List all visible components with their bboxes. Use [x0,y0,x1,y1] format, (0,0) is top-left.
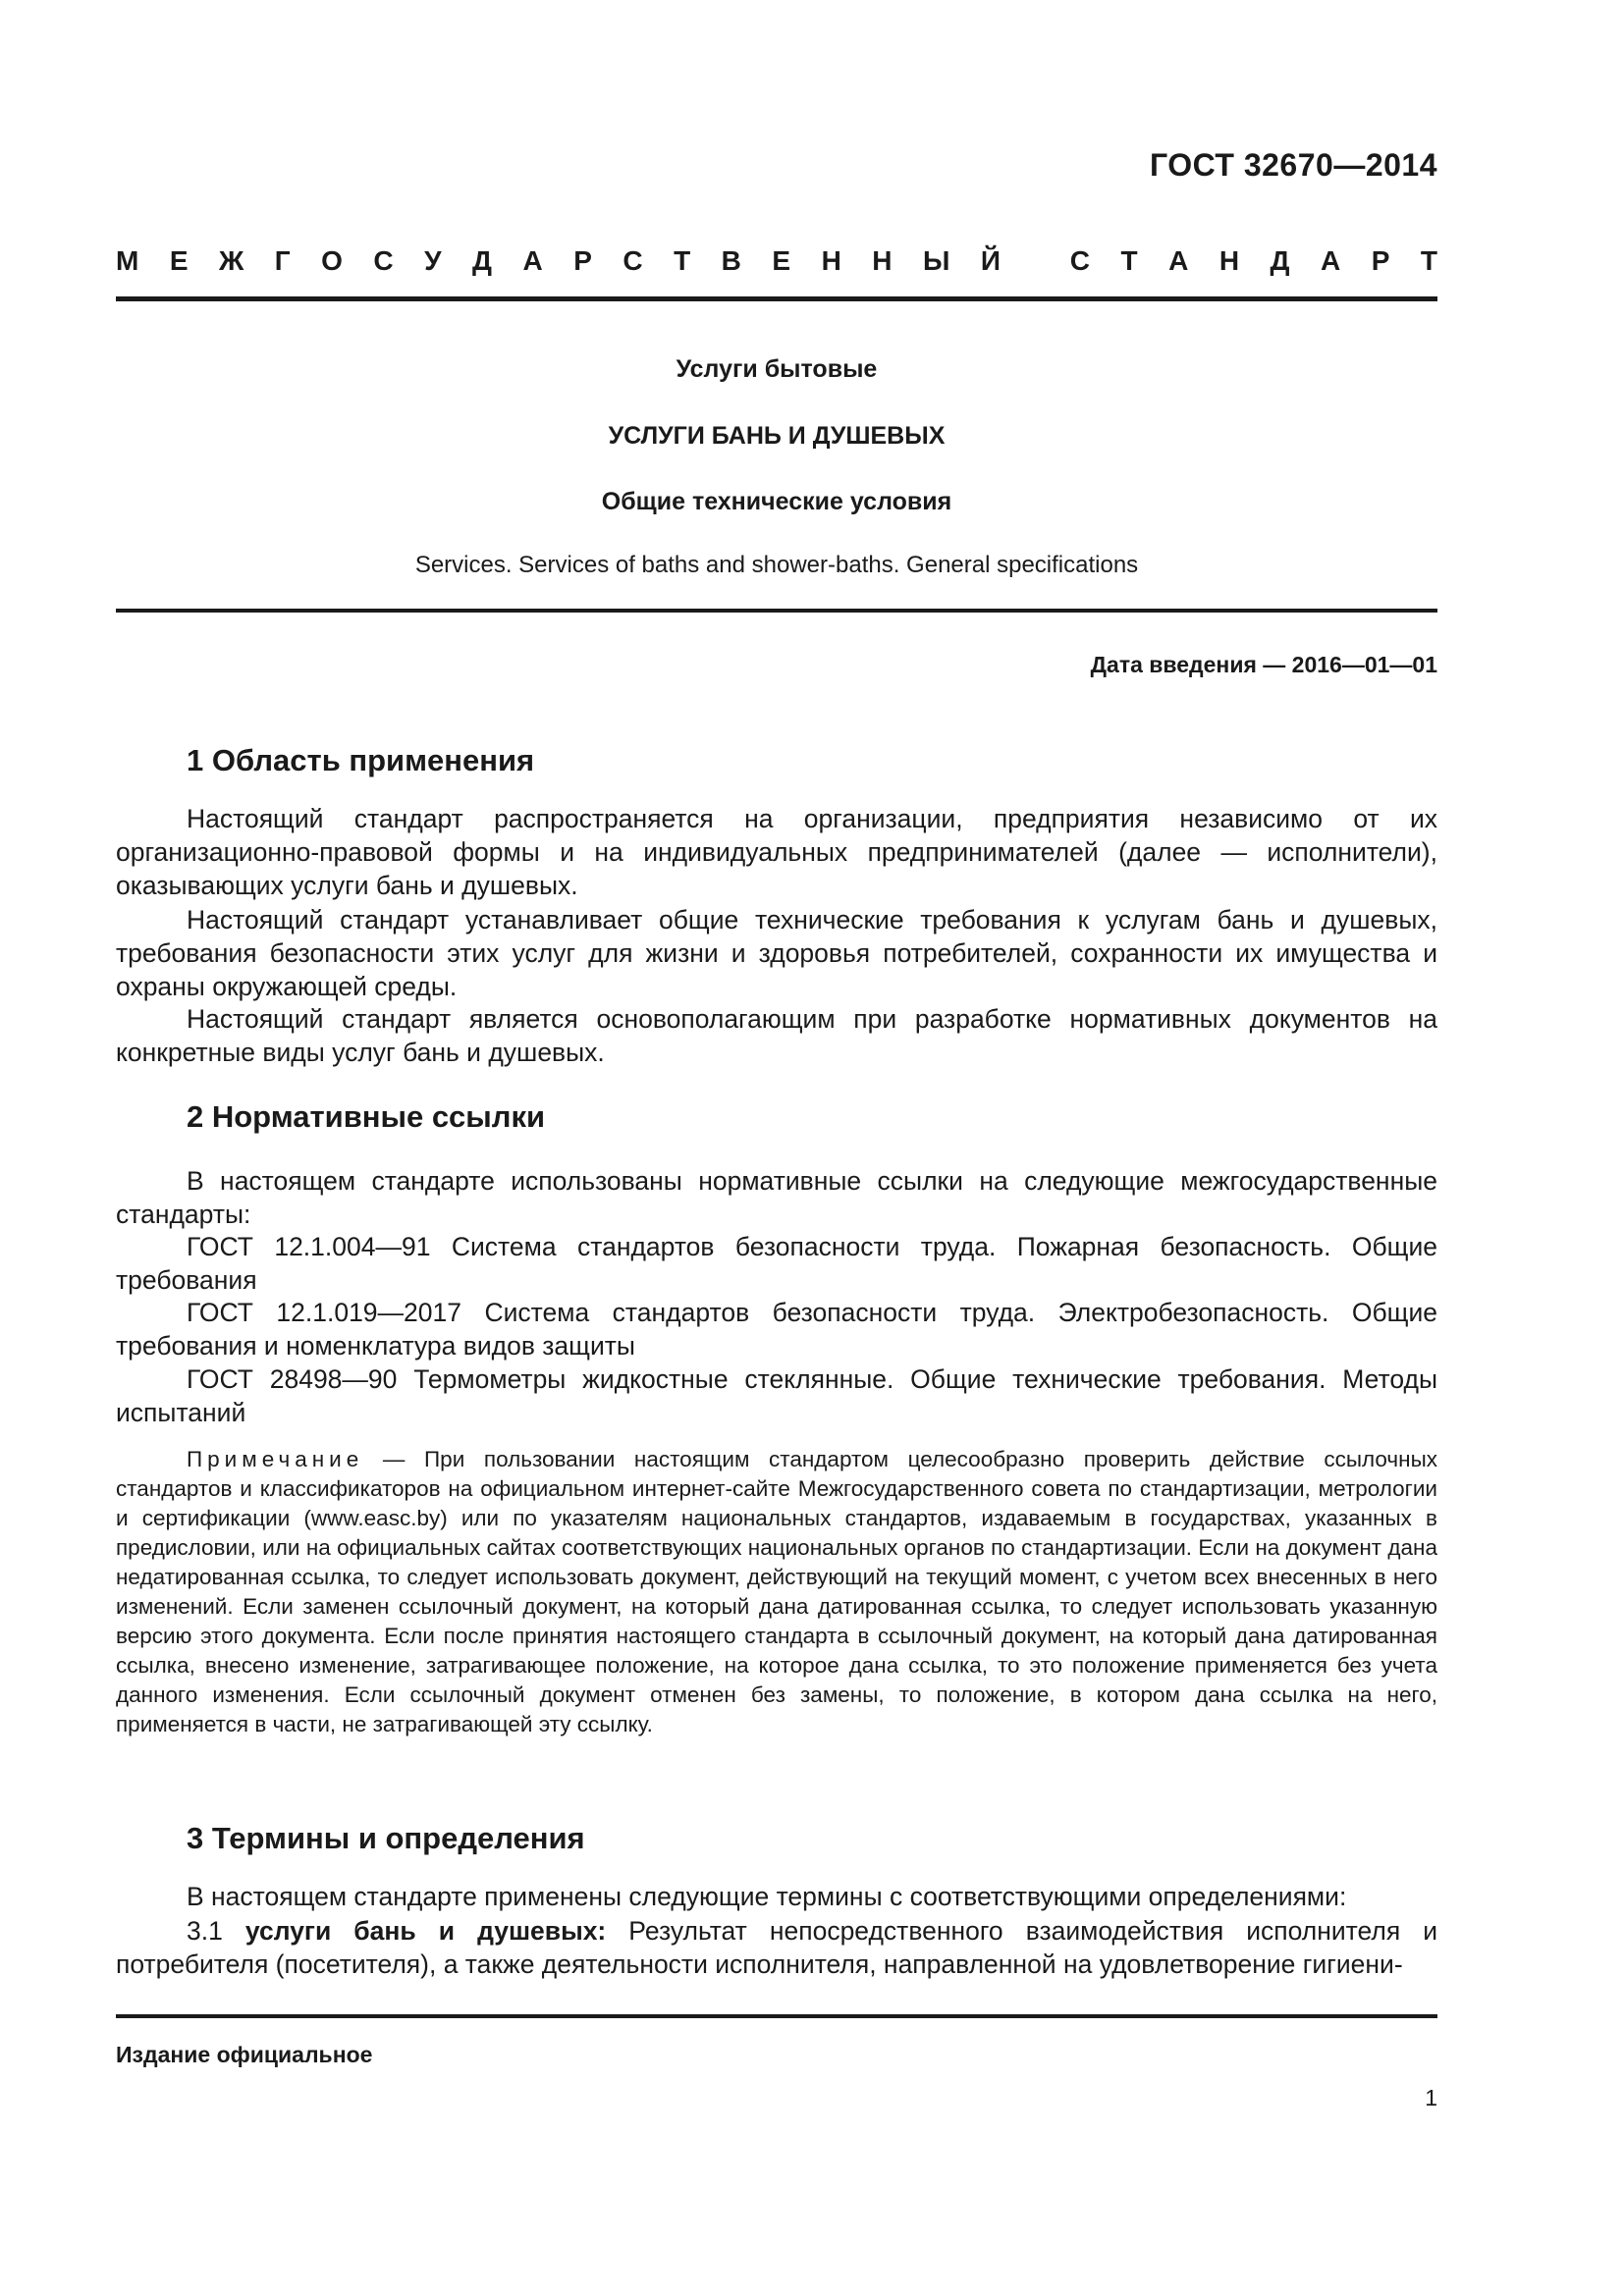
standard-kind-letter: С [1069,245,1091,276]
standard-kind-letter: О [321,245,343,276]
section-2-heading: 2 Нормативные ссылки [187,1099,546,1134]
section-1-heading: 1 Область применения [187,743,535,777]
standard-kind-letter: Р [1371,245,1390,276]
standard-kind-letter: А [1320,245,1341,276]
standard-kind-letter: Р [573,245,592,276]
standard-kind-letter: А [522,245,543,276]
standard-kind-letter: Ж [218,245,244,276]
standard-kind-letter: Д [472,245,492,276]
category-title: Услуги бытовые [676,355,878,383]
standard-kind-letter: Д [1270,245,1290,276]
section-3-heading: 3 Термины и определения [187,1821,585,1855]
standard-kind-letter: Т [1420,245,1437,276]
sub-title: Общие технические условия [601,488,952,515]
term-number: 3.1 [187,1916,245,1946]
english-title: Services. Services of baths and shower-baths. General specifications [414,552,1139,578]
introduction-date: Дата введения — 2016—01—01 [1090,652,1437,677]
standard-kind-letter: Н [1218,245,1240,276]
reference-item: ГОСТ 28498—90 Термометры жидкостные стеклянные. Общие технические требования. Методы испытаний [116,1364,1437,1427]
standard-kind-letter: С [373,245,394,276]
standard-kind-letter: Т [1120,245,1138,276]
footer-rule [116,2014,1437,2018]
edition-label: Издание официальное [116,2042,373,2067]
document-number: ГОСТ 32670—2014 [1149,147,1437,183]
title-rule [116,609,1437,613]
section-2-paragraph: В настоящем стандарте использованы нормативные ссылки на следующие межгосударственные стандарты: [116,1166,1437,1229]
note-text: — При пользовании настоящим стандартом целесообразно проверить действие ссылочных стандартов и классификаторов на официальном интернет-сайте Межгосударственного совета по стандартизации, метрологии и сертификации (www.easc.by) или по указателям национальных стандартов, издаваемым в государствах, указанных в предисловии, или на официальных сайтах соответствующих национальных органов по стандартизации. Если на документ дана недатированная ссылка, то следует использовать документ, действующий на текущий момент, с учетом всех внесенных в него изменений. Если заменен ссылочный документ, на который дана датированная ссылка, то следует использовать указанную версию этого документа. Если после принятия настоящего стандарта в ссылочный документ, на который дана датированная ссылка, внесено изменение, затрагивающее положение, на которое дана ссылка, то это положение применяется без учета данного изменения. Если ссылочный документ отменен без замены, то положение, в котором дана ссылка на него, применяется в части, не затрагивающей эту ссылку. [116,1447,1437,1736]
standard-kind-heading [116,245,1437,277]
standard-kind-letter: Ы [923,245,950,276]
standard-kind-letter [1032,245,1040,277]
section-3-intro: В настоящем стандарте применены следующие термины с соответствующими определениями: [187,1882,1347,1911]
section-1-paragraph: Настоящий стандарт является основополагающим при разработке нормативных документов на конкретные виды услуг бань и душевых. [116,1004,1437,1067]
standard-kind-letter: Й [980,245,1001,276]
standard-kind-letter: Е [169,245,189,276]
term-definition [116,1914,1437,1981]
standard-kind-letter: Е [772,245,791,276]
standard-kind-letter: А [1168,245,1189,276]
reference-item: ГОСТ 12.1.019—2017 Система стандартов безопасности труда. Электробезопасность. Общие требования и номенклатура видов защиты [116,1298,1437,1361]
page-number: 1 [1425,2085,1437,2110]
standard-kind-letter: В [721,245,741,276]
note-label: Примечание [187,1447,364,1471]
standard-kind-letter: Г [274,245,291,276]
standard-kind-letter: Н [821,245,841,276]
main-title: УСЛУГИ БАНЬ И ДУШЕВЫХ [608,422,946,450]
term-name: услуги бань и душевых: [244,1916,607,1946]
header-rule [116,296,1437,301]
standard-kind-letter: Н [872,245,893,276]
reference-item: ГОСТ 12.1.004—91 Система стандартов безопасности труда. Пожарная безопасность. Общие требования [116,1232,1437,1295]
section-1-paragraph: Настоящий стандарт устанавливает общие технические требования к услугам бань и душевых, требования безопасности этих услуг для жизни и здоровья потребителей, сохранности их имущества и охраны окружающей среды. [116,905,1437,1001]
term-text: Результат непосредственного взаимодействия исполнителя и потребителя (посетителя), а также деятельности исполнителя, направленной на удовлетворение гигиени- [116,1916,1438,1979]
standard-kind-letter: Т [674,245,691,276]
references-note [116,1445,1437,1739]
standard-kind-letter: М [116,245,139,276]
standard-kind-letter: С [623,245,643,276]
standard-kind-letter: У [424,245,442,276]
section-1-paragraph: Настоящий стандарт распространяется на организации, предприятия независимо от их организационно-правовой формы и на индивидуальных предпринимателей (далее — исполнители), оказывающих услуги бань и душевых. [116,804,1437,900]
